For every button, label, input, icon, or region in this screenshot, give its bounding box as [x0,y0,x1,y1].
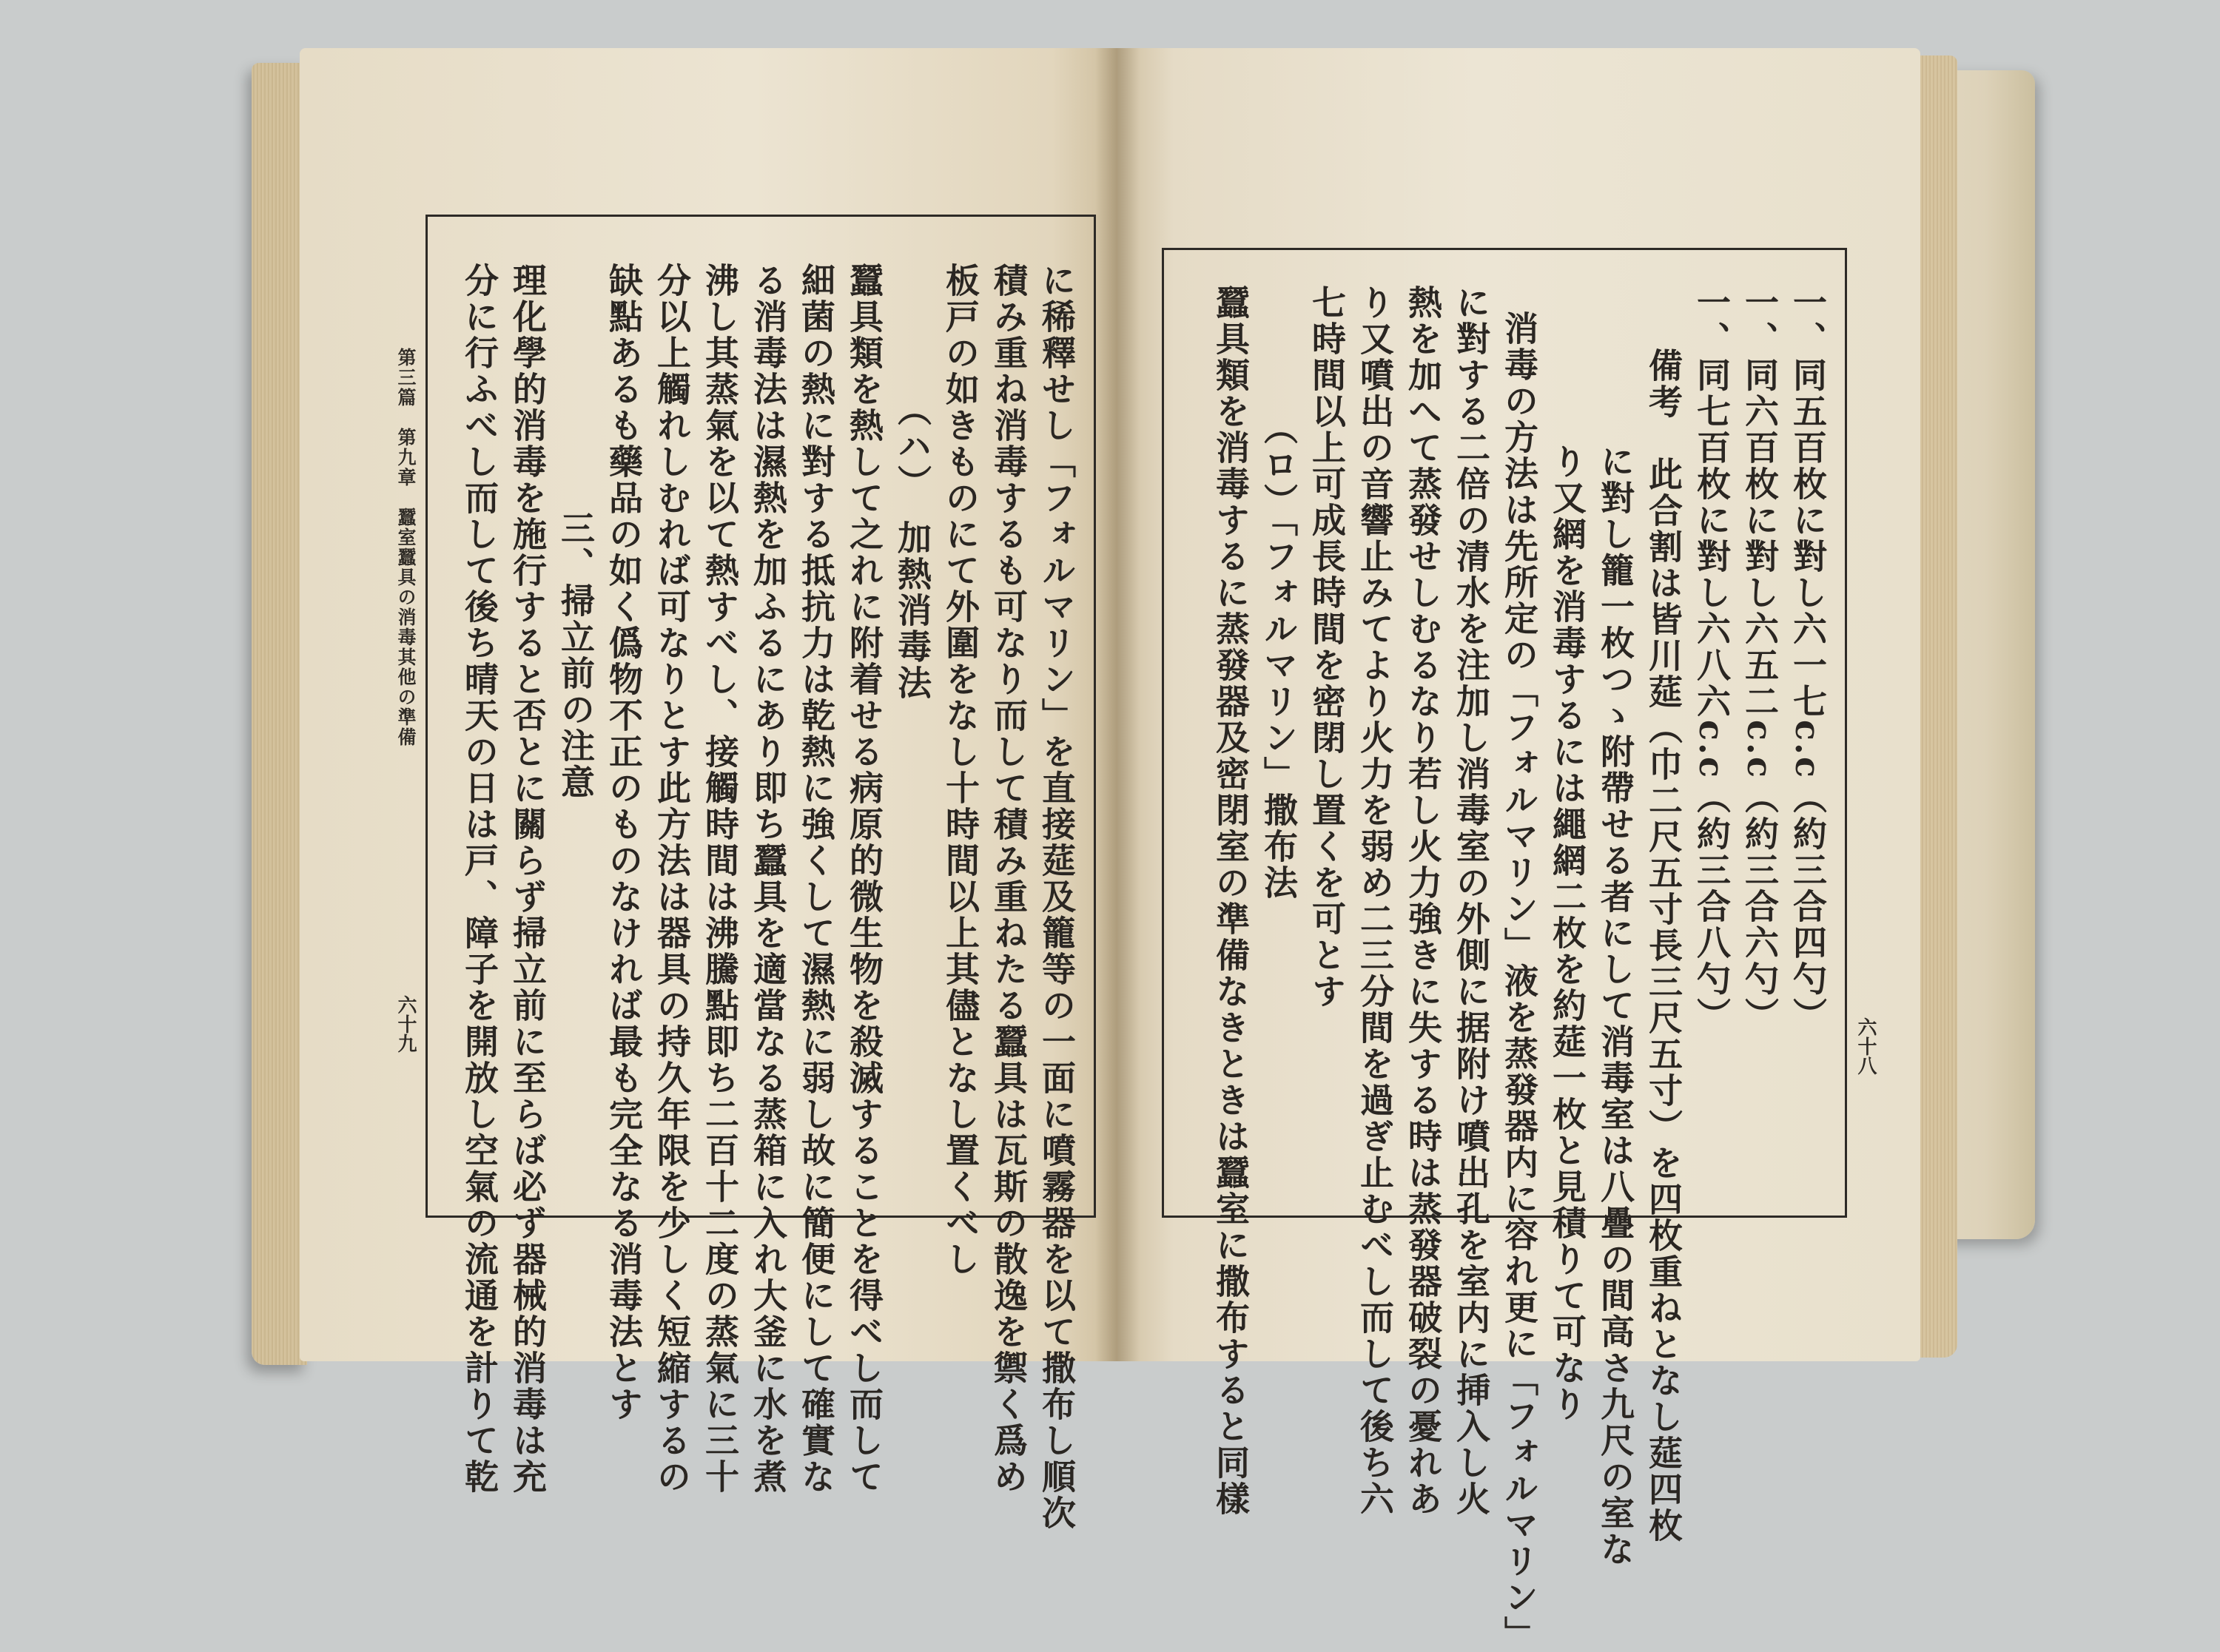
left-text-column: 沸し其蒸氣を以て熱すべし、接觸時間は沸騰點即ち二百十二度の蒸氣に三十 [700,263,740,1495]
right-text-column: 消毒の方法は先所定の「フォルマリン」液を蒸發器内に容れ更に「フォルマリン」 [1499,311,1539,1652]
right-text-column: り又噴出の音響止みてより火力を弱め二三分間を過ぎ止むべし而して後ち六 [1355,285,1395,1517]
left-text-column: 缺點あるも藥品の如く僞物不正のものなければ最も完全なる消毒法とす [604,263,644,1423]
left-running-head: 第三篇 第九章 蠶室蠶具の消毒其他の準備 [395,348,417,747]
right-page-number: 六十八 [1854,1017,1877,1075]
right-text-column: 七時間以上可成長時間を密閉し置くを可とす [1307,285,1347,1010]
right-text-column: 熱を加へて蒸發せしむるなり若し火力強きに失する時は蒸發器破裂の憂れあ [1403,285,1443,1517]
left-text-column: 細菌の熱に對する抵抗力は乾熱に強くして濕熱に弱し故に簡便にして確實な [796,263,836,1495]
left-text-column: 分以上觸れしむれば可なりとす此方法は器具の持久年限を少しく短縮するの [652,263,692,1495]
book-gutter [1095,48,1140,1361]
right-section-heading: （ロ）「フォルマリン」撒布法 [1259,411,1299,901]
right-text-column: り又網を消毒するには繩網二枚を約莚一枚と見積りて可なり [1547,444,1587,1423]
left-text-column: る消毒法は濕熱を加ふるにあり即ち蠶具を適當なる蒸箱に入れ大釜に水を煮 [748,263,788,1495]
right-text-column: 蠶具類を消毒するに蒸發器及密閉室の準備なきときは蠶室に撒布すると同樣 [1211,285,1251,1517]
right-text-column: 一、同五百枚に對し六一七c.c（約三合四勺） [1788,285,1828,1034]
left-page-number: 六十九 [394,995,417,1053]
left-text-column: 分に行ふべし而して後ち晴天の日は戸、障子を開放し空氣の流通を計りて乾 [460,263,500,1495]
left-text-column: に稀釋せし「フォルマリン」を直接莚及籠等の一面に噴霧器を以て撒布し順次 [1037,263,1077,1531]
right-text-column: 備考 此合割は皆川莚（巾二尺五寸長三尺五寸）を四枚重ねとなし莚四枚 [1644,348,1684,1544]
right-text-column: に對し籠一枚つゝ附帶せる者にして消毒室は八疊の間高さ九尺の室な [1595,444,1635,1568]
left-text-column: 板戸の如きものにて外圍をなし十時間以上其儘となし置くべし [941,263,980,1278]
left-text-column: 蠶具類を熱して之れに附着せる病原的微生物を殺滅することを得べし而して [844,263,884,1495]
left-text-column: 積み重ね消毒するも可なり而して積み重ねたる蠶具は瓦斯の散逸を禦く爲め [989,263,1029,1495]
right-text-column: 一、同六百枚に對し六五二c.c（約三合六勺） [1740,285,1780,1034]
right-text-column: 一、同七百枚に對し六八六c.c（約三合八勺） [1692,285,1732,1034]
left-section-heading: （ハ） 加熱消毒法 [892,392,932,701]
left-text-column: 理化學的消毒を施行すると否とに關らず掃立前に至らば必ず器械的消毒は充 [508,263,548,1495]
left-section-heading: 三、掃立前の注意 [556,510,596,800]
right-text-column: に對する二倍の清水を注加し消毒室の外側に据附け噴出孔を室内に挿入し火 [1451,285,1491,1517]
left-page-edges [252,63,307,1365]
